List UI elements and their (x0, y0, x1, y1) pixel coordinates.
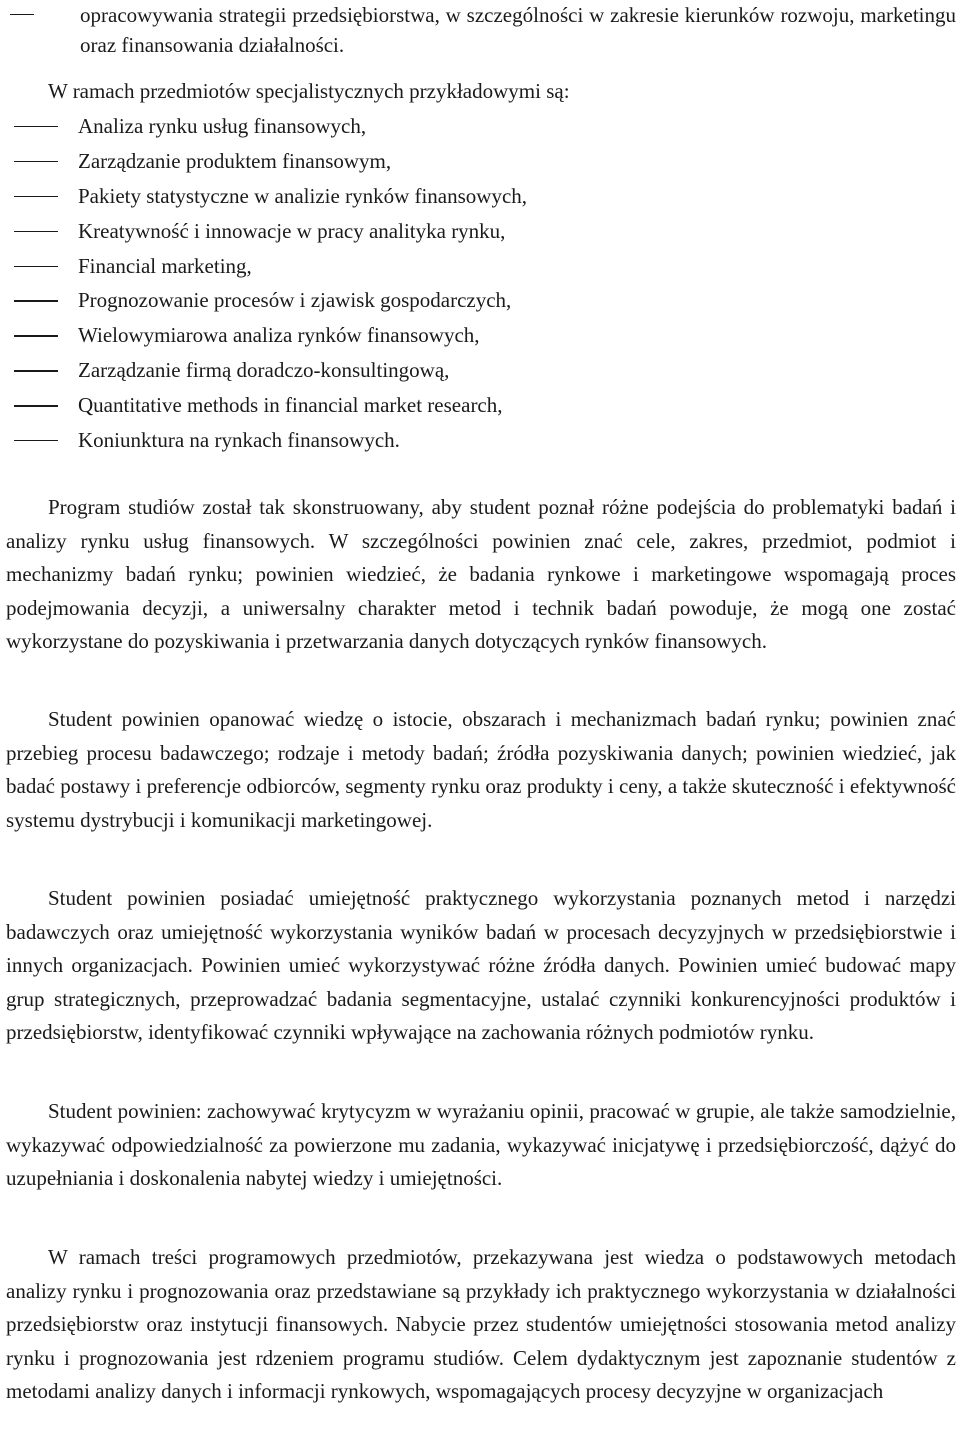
dash-bullet (14, 196, 58, 197)
list-item (0, 423, 960, 458)
list-item-text: Kreatywność i innowacje w pracy analityka rynku, (78, 218, 506, 243)
list-item (0, 388, 960, 423)
dash-bullet (14, 266, 58, 267)
list-item-text: Analiza rynku usług finansowych, (78, 114, 367, 138)
list-item (0, 144, 960, 179)
dash-bullet (10, 14, 34, 15)
paragraph-skills: Student powinien posiadać umiejętność praktycznego wykorzystania poznanych metod i narzędzi badawczych oraz umiejętność wykorzystania wyników badań w procesach decyzyjnych w przedsiębiorstwie i innych organizacjach. Powinien umieć wykorzystywać różne źródła danych. Powinien umieć budować mapy grup strategicznych, przeprowadzać badania segmentacyjne, ustalać czynniki konkurencyjności produktów i przedsiębiorstw, identyfikować czynniki wpływające na zachowania różnych podmiotów rynku. (6, 886, 956, 1045)
list-item-text: opracowywania strategii przedsiębiorstwa, w szczególności w zakresie kierunków rozwoju, marketingu oraz finansowania działalności. (80, 3, 956, 57)
list-item-text: Wielowymiarowa analiza rynków finansowych, (78, 323, 480, 348)
list-item-text: Zarządzanie firmą doradczo-konsultingową, (78, 358, 450, 383)
subjects-intro: W ramach przedmiotów specjalistycznych przykładowymi są: (48, 79, 570, 103)
dash-bullet (14, 300, 58, 301)
list-item (0, 283, 960, 318)
list-item-text: Prognozowanie procesów i zjawisk gospodarczych, (78, 288, 512, 313)
list-item (0, 249, 960, 284)
dash-bullet (14, 335, 58, 336)
dash-bullet (14, 161, 58, 162)
dash-bullet (14, 231, 58, 232)
paragraph-competences: Student powinien: zachowywać krytycyzm w wyrażaniu opinii, pracować w grupie, ale także samodzielnie, wykazywać odpowiedzialność za powierzone mu zadania, wykazywać inicjatywę i przedsiębiorczość, dążyć do uzupełniania i doskonalenia nabytej wiedzy i umiejętności. (6, 1099, 956, 1191)
list-item (0, 179, 960, 214)
list-item-text: Zarządzanie produktem finansowym, (78, 148, 392, 173)
list-item (0, 109, 960, 144)
list-item (0, 318, 960, 353)
list-item-text: Quantitative methods in financial market research, (78, 393, 503, 418)
paragraph-curriculum: W ramach treści programowych przedmiotów, przekazywana jest wiedza o podstawowych metodach analizy rynku i prognozowania oraz przedstawiane są przykłady ich praktycznego wykorzystania w działalności przedsiębiorstw oraz instytucji finansowych. Nabycie przez studentów umiejętności stosowania metod analizy rynku i prognozowania jest rdzeniem programu studiów. Celem dydaktycznym jest zapoznanie studentów z metodami analizy danych i informacji rynkowych, wspomagających procesy decyzyjne w organizacjach (6, 1245, 956, 1404)
paragraph-program: Program studiów został tak skonstruowany, aby student poznał różne podejścia do problematyki badań i analizy rynku usług finansowych. W szczególności powinien znać cele, zakres, przedmiot, podmiot i mechanizmy badań rynku; powinien wiedzieć, że badania rynkowe i marketingowe wspomagają proces podejmowania decyzji, a uniwersalny charakter metod i technik badań powoduje, że mogą one zostać wykorzystane do pozyskiwania i przetwarzania danych dotyczących rynków finansowych. (6, 495, 956, 654)
subjects-list (0, 109, 960, 458)
dash-bullet (14, 126, 58, 127)
dash-bullet (14, 405, 58, 406)
list-item-text: Koniunktura na rynkach finansowych. (78, 428, 400, 453)
paragraph-knowledge: Student powinien opanować wiedzę o istocie, obszarach i mechanizmach badań rynku; powinien znać przebieg procesu badawczego; rodzaje i metody badań; źródła pozyskiwania danych; powinien wiedzieć, jak badać postawy i preferencje odbiorców, segmenty rynku oraz produkty i ceny, a także skuteczność i efektywność systemu dystrybucji i komunikacji marketingowej. (6, 707, 956, 832)
dash-bullet (14, 440, 58, 441)
dash-bullet (14, 370, 58, 371)
continued-list-item (6, 0, 956, 60)
list-item (0, 353, 960, 388)
list-item-text: Financial marketing, (78, 253, 252, 278)
list-item-text: Pakiety statystyczne w analizie rynków finansowych, (78, 183, 528, 208)
list-item (0, 214, 960, 249)
